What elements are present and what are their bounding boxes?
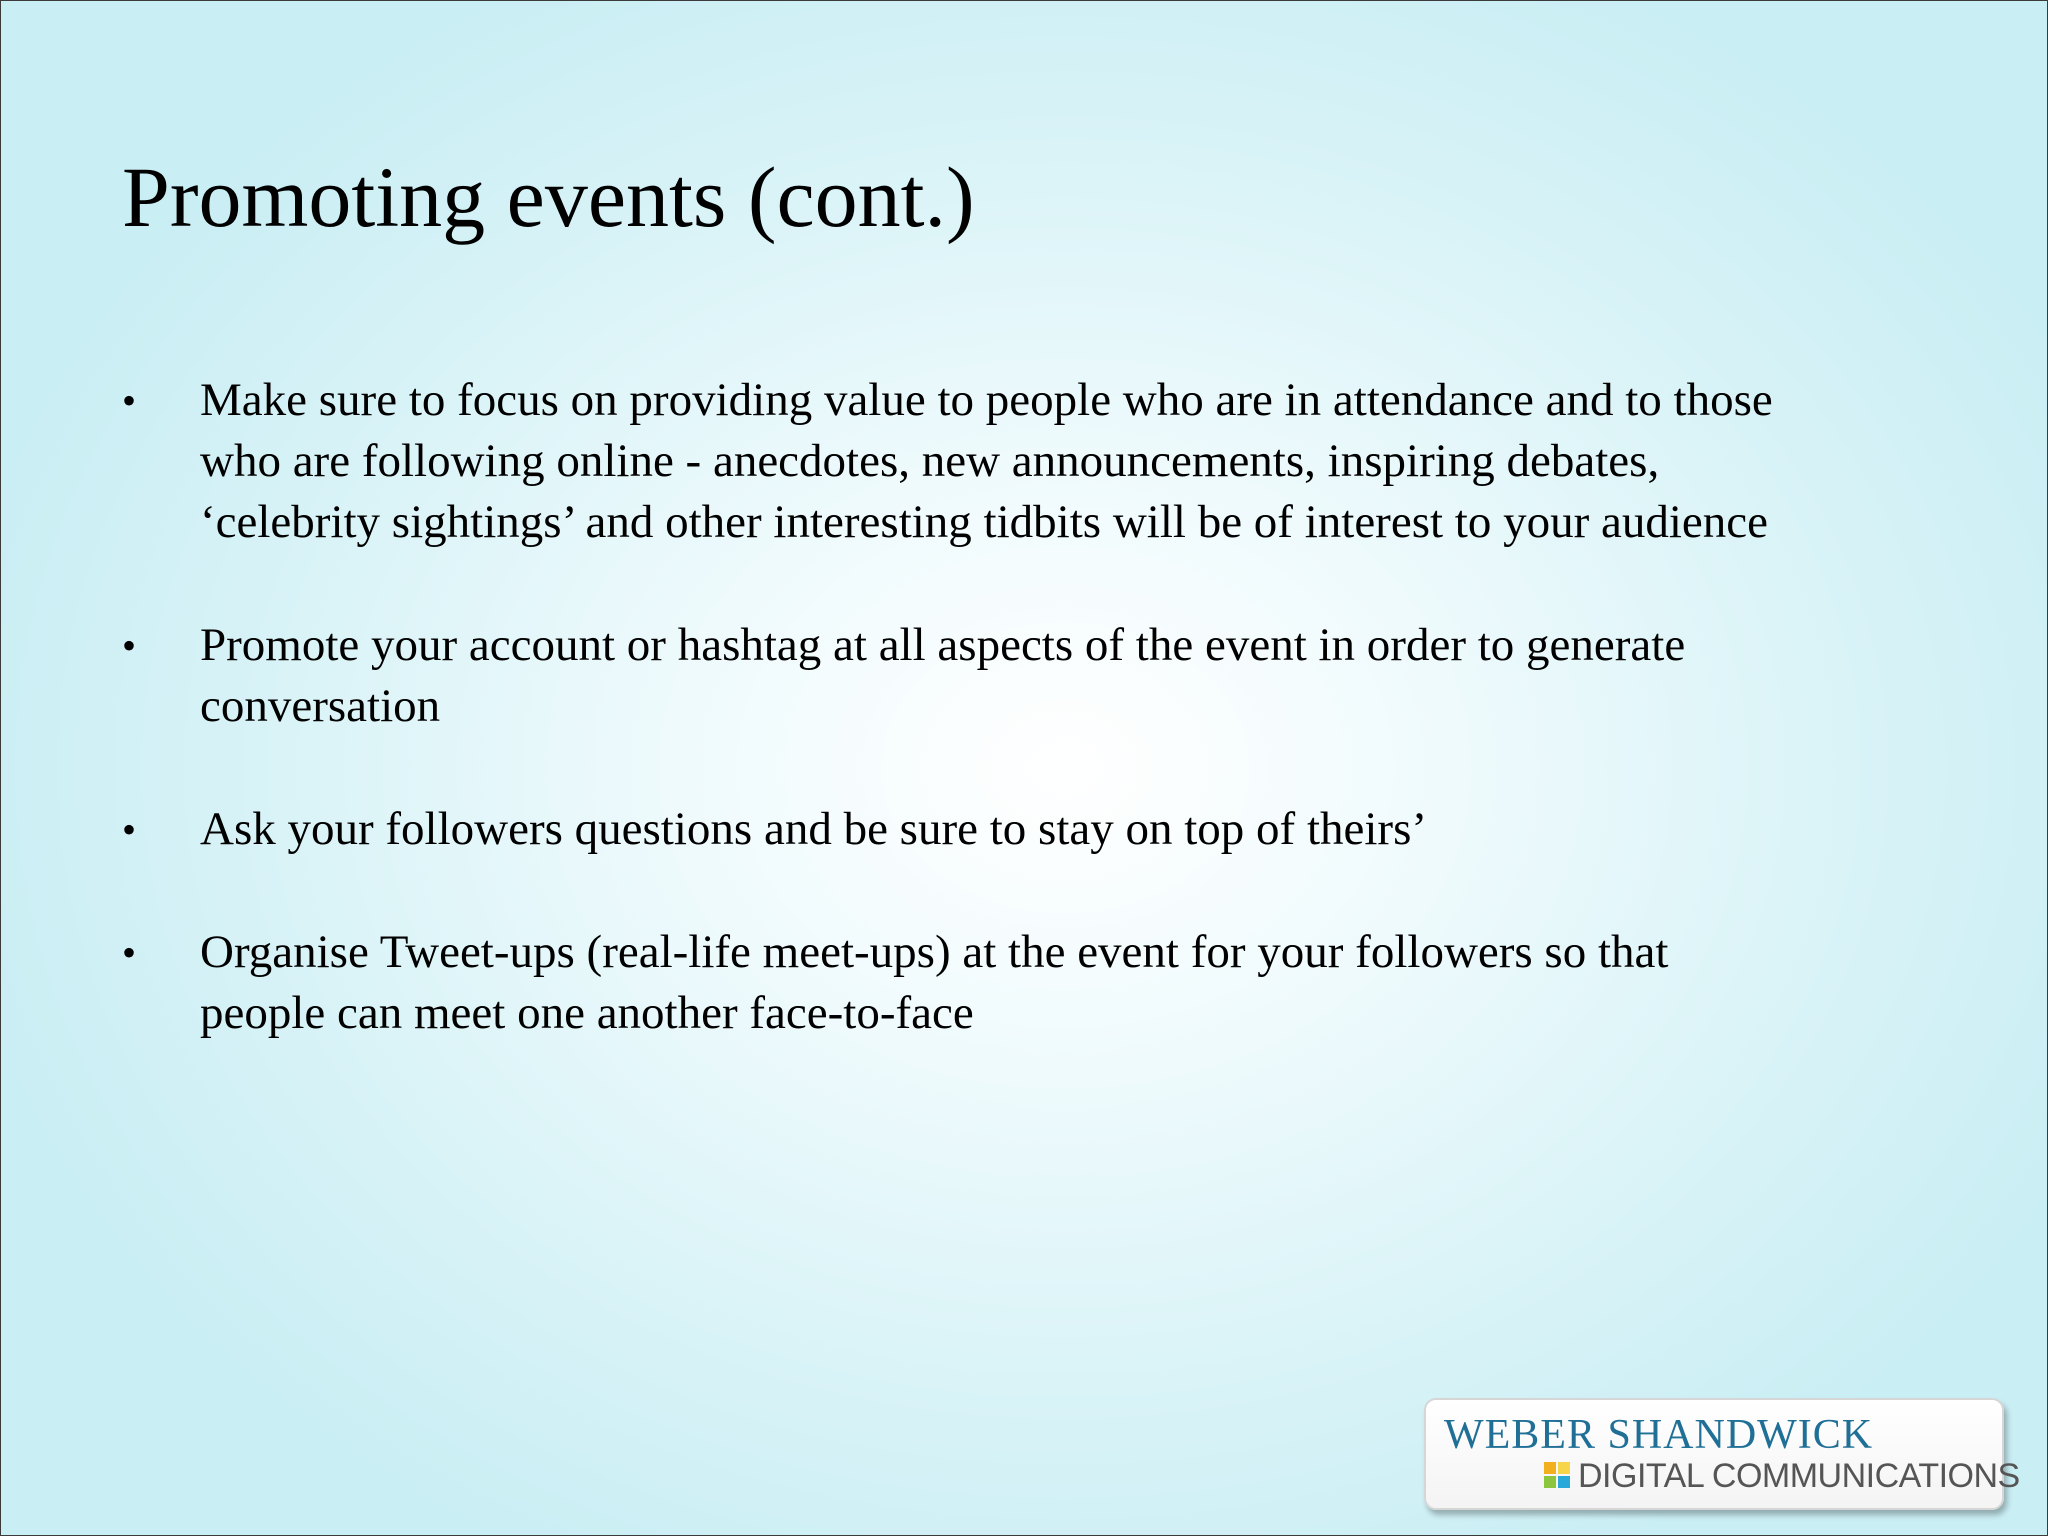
logo-secondary-text: DIGITAL COMMUNICATIONS: [1578, 1457, 2020, 1495]
bullet-item: [122, 922, 1962, 1044]
bullet-item: [122, 370, 1962, 553]
bullet-item: [122, 799, 1962, 860]
bullet-line: people can meet one another face-to-face: [200, 987, 974, 1039]
slide-title: Promoting events (cont.): [122, 149, 975, 245]
logo-primary-text: WEBER SHANDWICK: [1444, 1412, 1874, 1458]
bullet-line: Ask your followers questions and be sure to stay on top of theirs’: [200, 803, 1428, 855]
bullet-line: Make sure to focus on providing value to people who are in attendance and to those: [200, 374, 1773, 426]
bullet-dot-icon: •: [122, 807, 137, 852]
bullet-dot-icon: •: [122, 623, 137, 668]
bullet-dot-icon: •: [122, 378, 137, 423]
bullet-dot-icon: •: [122, 930, 137, 975]
weber-shandwick-logo: [1424, 1398, 2020, 1510]
logo-square-bottom-right: [1558, 1476, 1570, 1488]
bullet-line: conversation: [200, 680, 441, 732]
bullet-line: who are following online - anecdotes, new announcements, inspiring debates,: [200, 435, 1660, 487]
bullet-line: Organise Tweet-ups (real-life meet-ups) at the event for your followers so that: [200, 926, 1669, 978]
logo-square-top-right: [1558, 1462, 1570, 1474]
bullet-line: ‘celebrity sightings’ and other interesting tidbits will be of interest to your audience: [200, 496, 1769, 548]
bullet-line: Promote your account or hashtag at all aspects of the event in order to generate: [200, 619, 1686, 671]
bullet-item: [122, 615, 1962, 737]
logo-squares-icon: [1544, 1462, 1572, 1490]
logo-square-bottom-left: [1544, 1476, 1556, 1488]
logo-square-top-left: [1544, 1462, 1556, 1474]
bullet-list: [122, 370, 1962, 1106]
